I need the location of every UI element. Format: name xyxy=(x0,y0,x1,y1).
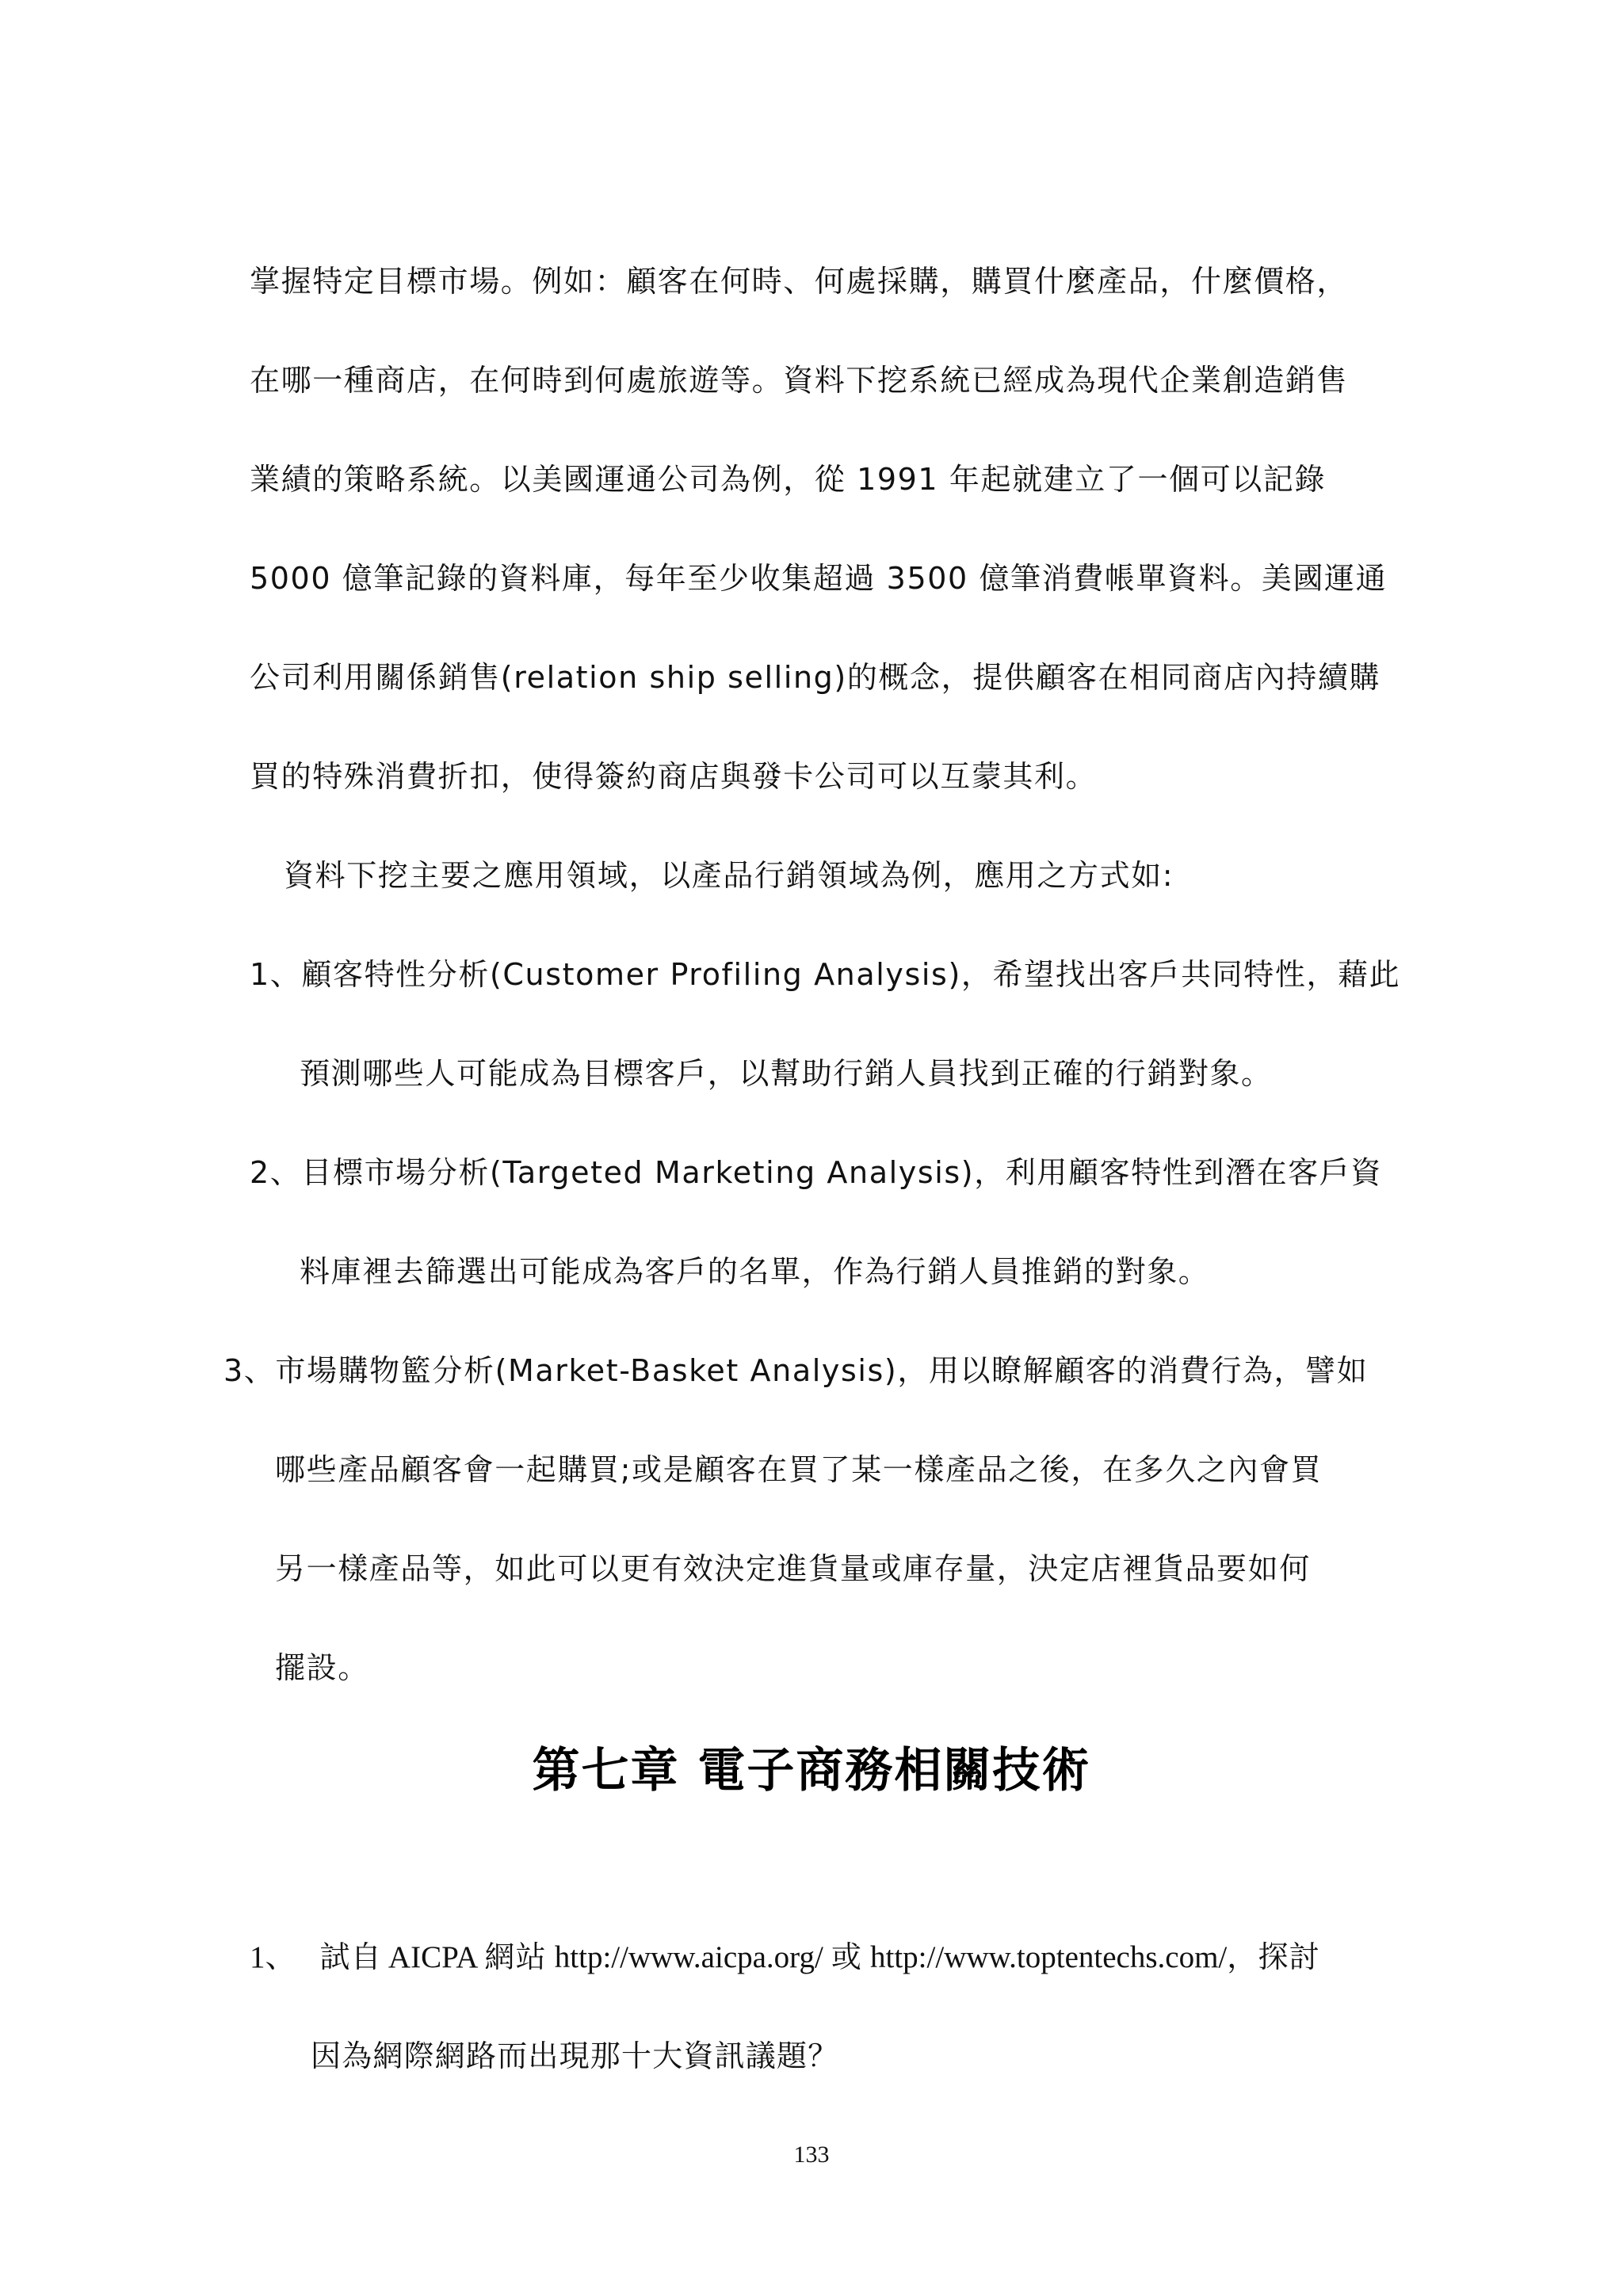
list-item-continuation: 另一樣產品等，如此可以更有效決定進貨量或庫存量，決定店裡貨品要如何 xyxy=(275,1551,1311,1586)
list-item: 1、顧客特性分析(Customer Profiling Analysis)，希望找出客戶共同特性，藉此 xyxy=(250,957,1401,992)
exercise-url-2: http://www.toptentechs.com/ xyxy=(870,1940,1228,1974)
exercise-site-word: 網站 xyxy=(484,1939,547,1974)
exercise-org: AICPA xyxy=(388,1940,479,1974)
paragraph-line: 5000 億筆記錄的資料庫，每年至少收集超過 3500 億筆消費帳單資料。美國運通 xyxy=(250,561,1388,596)
list-item-continuation: 預測哪些人可能成為目標客戶，以幫助行銷人員找到正確的行銷對象。 xyxy=(300,1056,1273,1091)
exercise-prefix: 試自 xyxy=(319,1939,382,1974)
exercise-number: 1、 xyxy=(250,1940,296,1974)
exercise-suffix: ，探討 xyxy=(1227,1939,1320,1974)
list-item: 2、目標市場分析(Targeted Marketing Analysis)，利用顧客特性到潛在客戶資 xyxy=(250,1155,1383,1190)
list-item-continuation: 哪些產品顧客會一起購買;或是顧客在買了某一樣產品之後，在多久之內會買 xyxy=(275,1452,1323,1487)
list-item-continuation: 料庫裡去篩選出可能成為客戶的名單，作為行銷人員推銷的對象。 xyxy=(300,1254,1210,1289)
list-item: 3、市場購物籃分析(Market-Basket Analysis)，用以瞭解顧客的消費行為，譬如 xyxy=(223,1353,1369,1388)
paragraph-line: 掌握特定目標市場。例如：顧客在何時、何處採購，購買什麼產品，什麼價格， xyxy=(250,264,1349,299)
exercise-or-word: 或 xyxy=(831,1939,863,1974)
paragraph-line: 業績的策略系統。以美國運通公司為例，從 1991 年起就建立了一個可以記錄 xyxy=(250,462,1327,497)
intro-line: 資料下挖主要之應用領域，以產品行銷領域為例，應用之方式如: xyxy=(284,858,1174,893)
exercise-url-1: http://www.aicpa.org/ xyxy=(554,1940,823,1974)
list-item-continuation: 擺設。 xyxy=(275,1650,369,1685)
exercise-continuation: 因為網際網路而出現那十大資訊議題？ xyxy=(311,2039,839,2073)
paragraph-line: 買的特殊消費折扣，使得簽約商店與發卡公司可以互蒙其利。 xyxy=(250,759,1098,794)
paragraph-line: 在哪一種商店，在何時到何處旅遊等。資料下挖系統已經成為現代企業創造銷售 xyxy=(250,363,1349,398)
chapter-title: 第七章 電子商務相關技術 xyxy=(532,1743,1091,1798)
page-number: 133 xyxy=(793,2142,830,2168)
paragraph-line: 公司利用關係銷售(relation ship selling)的概念，提供顧客在相同商店內持續購 xyxy=(250,660,1381,695)
exercise-item xyxy=(250,1937,1320,1978)
